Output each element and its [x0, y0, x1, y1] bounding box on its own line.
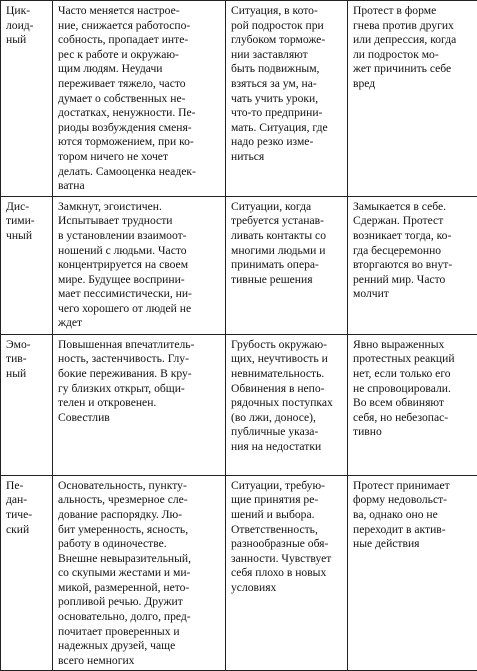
situations-text-line: рядочных поступках [231, 396, 343, 411]
features-text-line: почитает проверенных и [58, 625, 221, 640]
situations-cell [226, 334, 348, 475]
situations-text-line: себя плохо в новых [231, 566, 343, 581]
type-text-line: ский [6, 523, 48, 538]
protest-text-line: протестных реакций [353, 352, 473, 367]
protest-text-line: Замыкается в себе. [353, 200, 473, 215]
protest-text-line: молчит [353, 287, 473, 302]
protest-text-line: или депрессия, когда [353, 33, 473, 48]
protest-text-line: Протест в форме [353, 4, 473, 19]
features-text-line: микой, размеренной, нето- [58, 581, 221, 596]
situations-text-line: ниться [231, 150, 343, 165]
situations-text-line: принимать опера- [231, 258, 343, 273]
type-cell [1, 475, 53, 671]
protest-text-line: ва, однако оно не [353, 508, 473, 523]
situations-text-line: занности. Чувствует [231, 552, 343, 567]
situations-text-line: разнообразные обя- [231, 537, 343, 552]
features-text-line: Совестлив [58, 411, 221, 426]
situations-text-line: рой подросток при [231, 19, 343, 34]
features-text-line: Часто меняется настрое- [58, 4, 221, 19]
protest-text-line: нет, если только его [353, 367, 473, 382]
features-text-line: переживает тяжело, часто [58, 77, 221, 92]
type-text-line: Пе- [6, 479, 48, 494]
situations-text-line: (во лжи, доносе), [231, 411, 343, 426]
situations-text-line: быть подвижным, [231, 62, 343, 77]
protest-text-line: переходит в актив- [353, 523, 473, 538]
features-text-line: мире. Будущее восприни- [58, 273, 221, 288]
features-text-line: мает пессимистически, ни- [58, 287, 221, 302]
protest-cell [348, 475, 477, 671]
protest-text-line: гда бесцеремонно [353, 244, 473, 259]
features-text-line: щим людям. Неудачи [58, 62, 221, 77]
protest-text-line: гнева против других [353, 19, 473, 34]
situations-text-line: взяться за ум, на- [231, 77, 343, 92]
situations-cell [226, 1, 348, 197]
type-text-line: дан- [6, 493, 48, 508]
protest-text-line: ные действия [353, 537, 473, 552]
protest-cell [348, 1, 477, 197]
type-text-line: ный [6, 33, 48, 48]
features-text-line: Испытывает трудности [58, 214, 221, 229]
features-text-line: собность, пропадает инте- [58, 33, 221, 48]
table-row [1, 1, 477, 197]
features-text-line: ются торможением, при ко- [58, 135, 221, 150]
situations-text-line: что-то предприни- [231, 106, 343, 121]
situations-text-line: Обвинения в непо- [231, 382, 343, 397]
features-text-line: работу в одиночестве. [58, 537, 221, 552]
features-text-line: всего немногих [58, 654, 221, 669]
features-text-line: телен и откровенен. [58, 396, 221, 411]
features-cell [53, 475, 226, 671]
type-text-line: Дис- [6, 200, 48, 215]
features-text-line: ждет [58, 316, 221, 331]
features-text-line: концентрируется на своем [58, 258, 221, 273]
protest-text-line: Сдержан. Протест [353, 214, 473, 229]
situations-text-line: ния на недостатки [231, 440, 343, 455]
protest-text-line: тивно [353, 425, 473, 440]
situations-text-line: требуется устанав- [231, 214, 343, 229]
features-text-line: делать. Самооценка неадек- [58, 165, 221, 180]
situations-text-line: шений и выбора. [231, 508, 343, 523]
features-text-line: тором ничего не хочет [58, 150, 221, 165]
situations-text-line: щих, неучтивость и [231, 352, 343, 367]
type-cell [1, 196, 53, 334]
protest-text-line: не спровоцировали. [353, 382, 473, 397]
protest-text-line: ренний мир. Часто [353, 273, 473, 288]
features-text-line: Основательность, пункту- [58, 479, 221, 494]
type-text-line: тив- [6, 352, 48, 367]
features-text-line: Замкнут, эгоистичен. [58, 200, 221, 215]
features-text-line: Внешне невыразительный, [58, 552, 221, 567]
situations-text-line: условиях [231, 581, 343, 596]
situations-text-line: чать учить уроки, [231, 92, 343, 107]
protest-cell [348, 196, 477, 334]
table-body [1, 1, 477, 671]
features-text-line: ность, застенчивость. Глу- [58, 352, 221, 367]
protest-text-line: возникает тогда, ко- [353, 229, 473, 244]
features-cell [53, 196, 226, 334]
situations-text-line: щие принятия ре- [231, 493, 343, 508]
situations-text-line: многими людьми и [231, 244, 343, 259]
protest-text-line: себя, но небезопас- [353, 411, 473, 426]
type-cell [1, 334, 53, 475]
features-text-line: Повышенная впечатлитель- [58, 338, 221, 353]
features-text-line: бит умеренность, ясность, [58, 523, 221, 538]
situations-text-line: Ситуация, в кото- [231, 4, 343, 19]
features-text-line: ватна [58, 179, 221, 194]
situations-text-line: тивные решения [231, 273, 343, 288]
situations-text-line: невнимательность. [231, 367, 343, 382]
situations-text-line: Ситуации, когда [231, 200, 343, 215]
features-text-line: в установлении взаимоот- [58, 229, 221, 244]
features-text-line: риоды возбуждения сменя- [58, 121, 221, 136]
situations-text-line: Ответственность, [231, 523, 343, 538]
protest-text-line: Явно выраженных [353, 338, 473, 353]
protest-text-line: форму недовольст- [353, 493, 473, 508]
features-text-line: думает о собственных не- [58, 92, 221, 107]
features-cell [53, 334, 226, 475]
type-text-line: чный [6, 229, 48, 244]
features-text-line: надежных друзей, чаще [58, 639, 221, 654]
features-text-line: ние, снижается работоспо- [58, 19, 221, 34]
features-text-line: гу близких открыт, общи- [58, 382, 221, 397]
protest-text-line: Протест принимает [353, 479, 473, 494]
features-text-line: основательно, долго, пред- [58, 610, 221, 625]
table-row [1, 196, 477, 334]
protest-text-line: вред [353, 77, 473, 92]
features-text-line: ропливой речью. Дружит [58, 595, 221, 610]
situations-text-line: нии заставляют [231, 48, 343, 63]
situations-cell [226, 475, 348, 671]
type-text-line: лоид- [6, 19, 48, 34]
features-text-line: рес к работе и окружаю- [58, 48, 221, 63]
situations-text-line: публичные указа- [231, 425, 343, 440]
situations-text-line: Ситуации, требую- [231, 479, 343, 494]
protest-text-line: жет причинить себе [353, 62, 473, 77]
situations-text-line: глубоком торможе- [231, 33, 343, 48]
table-row [1, 334, 477, 475]
features-text-line: со скупыми жестами и ми- [58, 566, 221, 581]
situations-text-line: Грубость окружаю- [231, 338, 343, 353]
features-text-line: альность, чрезмерное сле- [58, 493, 221, 508]
type-text-line: тиче- [6, 508, 48, 523]
features-text-line: ношений с людьми. Часто [58, 244, 221, 259]
type-text-line: ный [6, 367, 48, 382]
type-text-line: Эмо- [6, 338, 48, 353]
situations-text-line: надо резко изме- [231, 135, 343, 150]
protest-text-line: ли подросток мо- [353, 48, 473, 63]
table-row [1, 475, 477, 671]
features-text-line: достатках, ненужности. Пе- [58, 106, 221, 121]
situations-text-line: ливать контакты со [231, 229, 343, 244]
type-cell [1, 1, 53, 197]
situations-cell [226, 196, 348, 334]
situations-text-line: мать. Ситуация, где [231, 121, 343, 136]
protest-text-line: вторгаются во внут- [353, 258, 473, 273]
features-text-line: чего хорошего от людей не [58, 302, 221, 317]
type-text-line: Цик- [6, 4, 48, 19]
type-text-line: тими- [6, 214, 48, 229]
features-cell [53, 1, 226, 197]
features-text-line: бокие переживания. В кру- [58, 367, 221, 382]
protest-cell [348, 334, 477, 475]
features-text-line: дование распорядку. Лю- [58, 508, 221, 523]
protest-text-line: Во всем обвиняют [353, 396, 473, 411]
